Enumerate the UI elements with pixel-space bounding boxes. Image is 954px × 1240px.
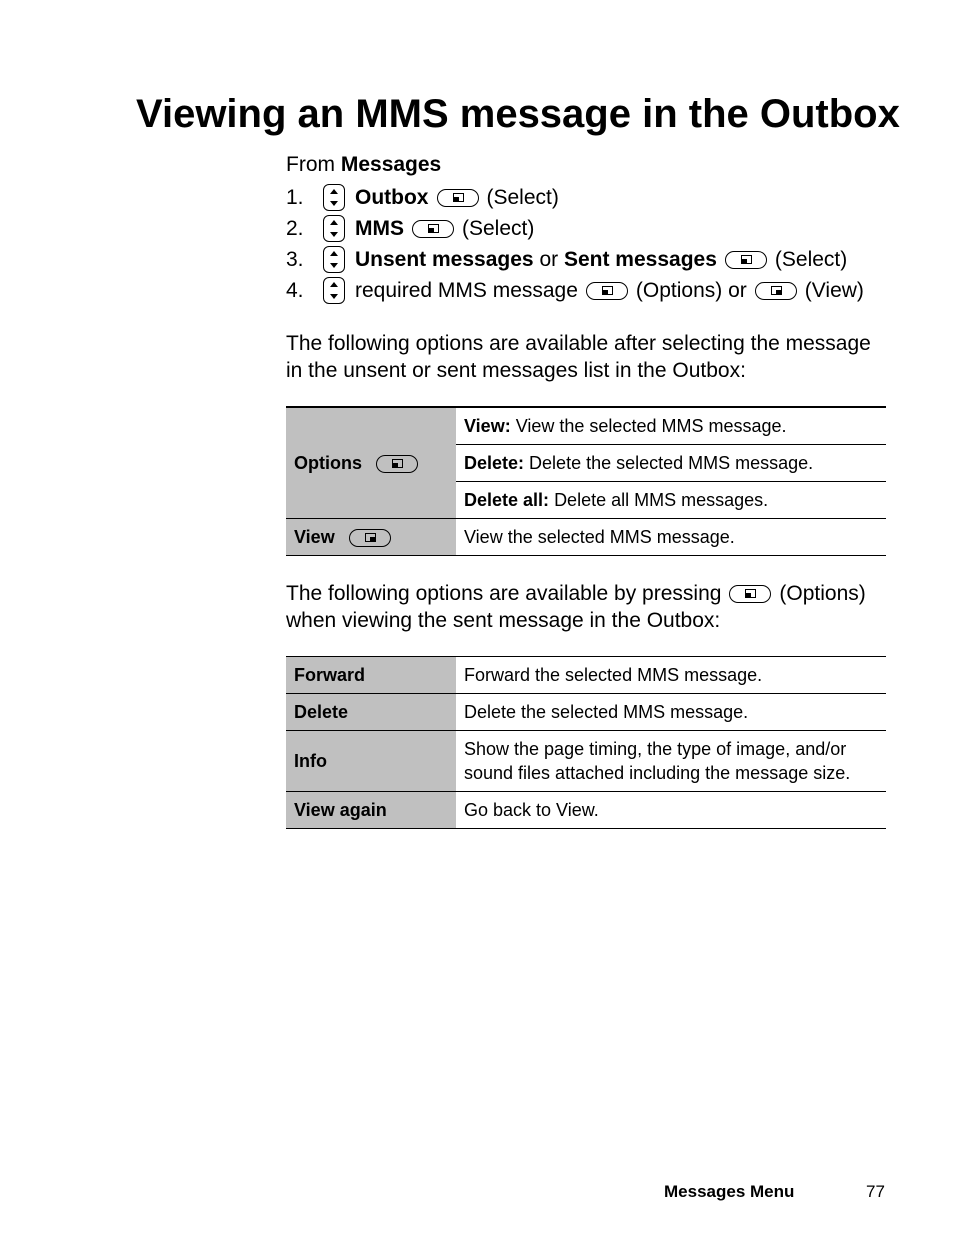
step-3	[286, 244, 886, 275]
step-4	[286, 275, 886, 306]
step-action: (Select)	[774, 247, 848, 271]
row-desc: Delete the selected MMS message.	[456, 694, 886, 731]
row-desc: Show the page timing, the type of image, and/or sound files attached including the message size.	[456, 731, 886, 792]
step-number: 4.	[286, 278, 304, 302]
option-row	[456, 407, 886, 445]
step-menu-item: Unsent messages	[355, 247, 534, 271]
view-desc: View the selected MMS message.	[456, 519, 886, 556]
option-term: Delete:	[464, 453, 525, 473]
options-label: Options	[294, 453, 362, 473]
row-label: Delete	[286, 694, 456, 731]
options-intro: The following options are available after selecting the message in the unsent or sent messages list in the Outbox:	[286, 332, 871, 382]
footer-section: Messages Menu	[664, 1182, 795, 1201]
step-or: or	[539, 247, 559, 271]
step-action: (Select)	[486, 185, 559, 209]
table-row	[286, 792, 886, 829]
view-label-cell	[286, 519, 456, 556]
options-table	[286, 406, 886, 556]
right-soft-key-icon	[755, 282, 797, 300]
option-desc: Delete all MMS messages.	[554, 490, 769, 510]
step-2	[286, 213, 886, 244]
left-soft-key-icon	[412, 220, 454, 238]
row-label: View again	[286, 792, 456, 829]
left-soft-key-icon	[586, 282, 628, 300]
option-term: View:	[464, 416, 511, 436]
left-soft-key-icon	[729, 585, 771, 603]
step-action: (Select)	[462, 216, 535, 240]
sent-options-intro	[286, 580, 886, 634]
table-row	[286, 731, 886, 792]
step-menu-item: MMS	[355, 216, 404, 240]
step-text: required MMS message	[355, 278, 578, 302]
from-line	[286, 150, 886, 180]
from-prefix: From	[286, 153, 335, 176]
row-desc: Go back to View.	[456, 792, 886, 829]
row-label: Info	[286, 731, 456, 792]
step-action-2: (View)	[804, 278, 864, 302]
option-row	[456, 482, 886, 519]
sent-intro-before: The following options are available by pressing	[286, 582, 722, 605]
row-desc: Forward the selected MMS message.	[456, 657, 886, 694]
step-1	[286, 182, 886, 213]
sent-intro-after: (Options) when viewing the sent message in the Outbox:	[286, 582, 866, 632]
page-number: 77	[866, 1182, 885, 1201]
nav-key-icon	[323, 184, 345, 211]
page-title: Viewing an MMS message in the Outbox	[136, 92, 900, 136]
option-desc: Delete the selected MMS message.	[529, 453, 814, 473]
sent-options-table	[286, 656, 886, 829]
left-soft-key-icon	[725, 251, 767, 269]
row-label: Forward	[286, 657, 456, 694]
options-label-cell	[286, 407, 456, 519]
nav-key-icon	[323, 215, 345, 242]
table-row	[286, 657, 886, 694]
step-menu-item-2: Sent messages	[563, 247, 717, 271]
step-number: 1.	[286, 185, 304, 209]
step-number: 3.	[286, 247, 304, 271]
steps-list	[286, 182, 886, 306]
nav-key-icon	[323, 246, 345, 273]
option-term: Delete all:	[464, 490, 550, 510]
view-label: View	[294, 527, 335, 547]
left-soft-key-icon	[376, 455, 418, 473]
step-number: 2.	[286, 216, 304, 240]
option-desc: View the selected MMS message.	[515, 416, 787, 436]
from-menu: Messages	[340, 153, 442, 176]
step-menu-item: Outbox	[355, 185, 429, 209]
step-action: (Options) or	[635, 278, 747, 302]
option-row	[456, 445, 886, 482]
content	[286, 150, 886, 829]
table-row	[286, 694, 886, 731]
left-soft-key-icon	[437, 189, 479, 207]
right-soft-key-icon	[349, 529, 391, 547]
nav-key-icon	[323, 277, 345, 304]
